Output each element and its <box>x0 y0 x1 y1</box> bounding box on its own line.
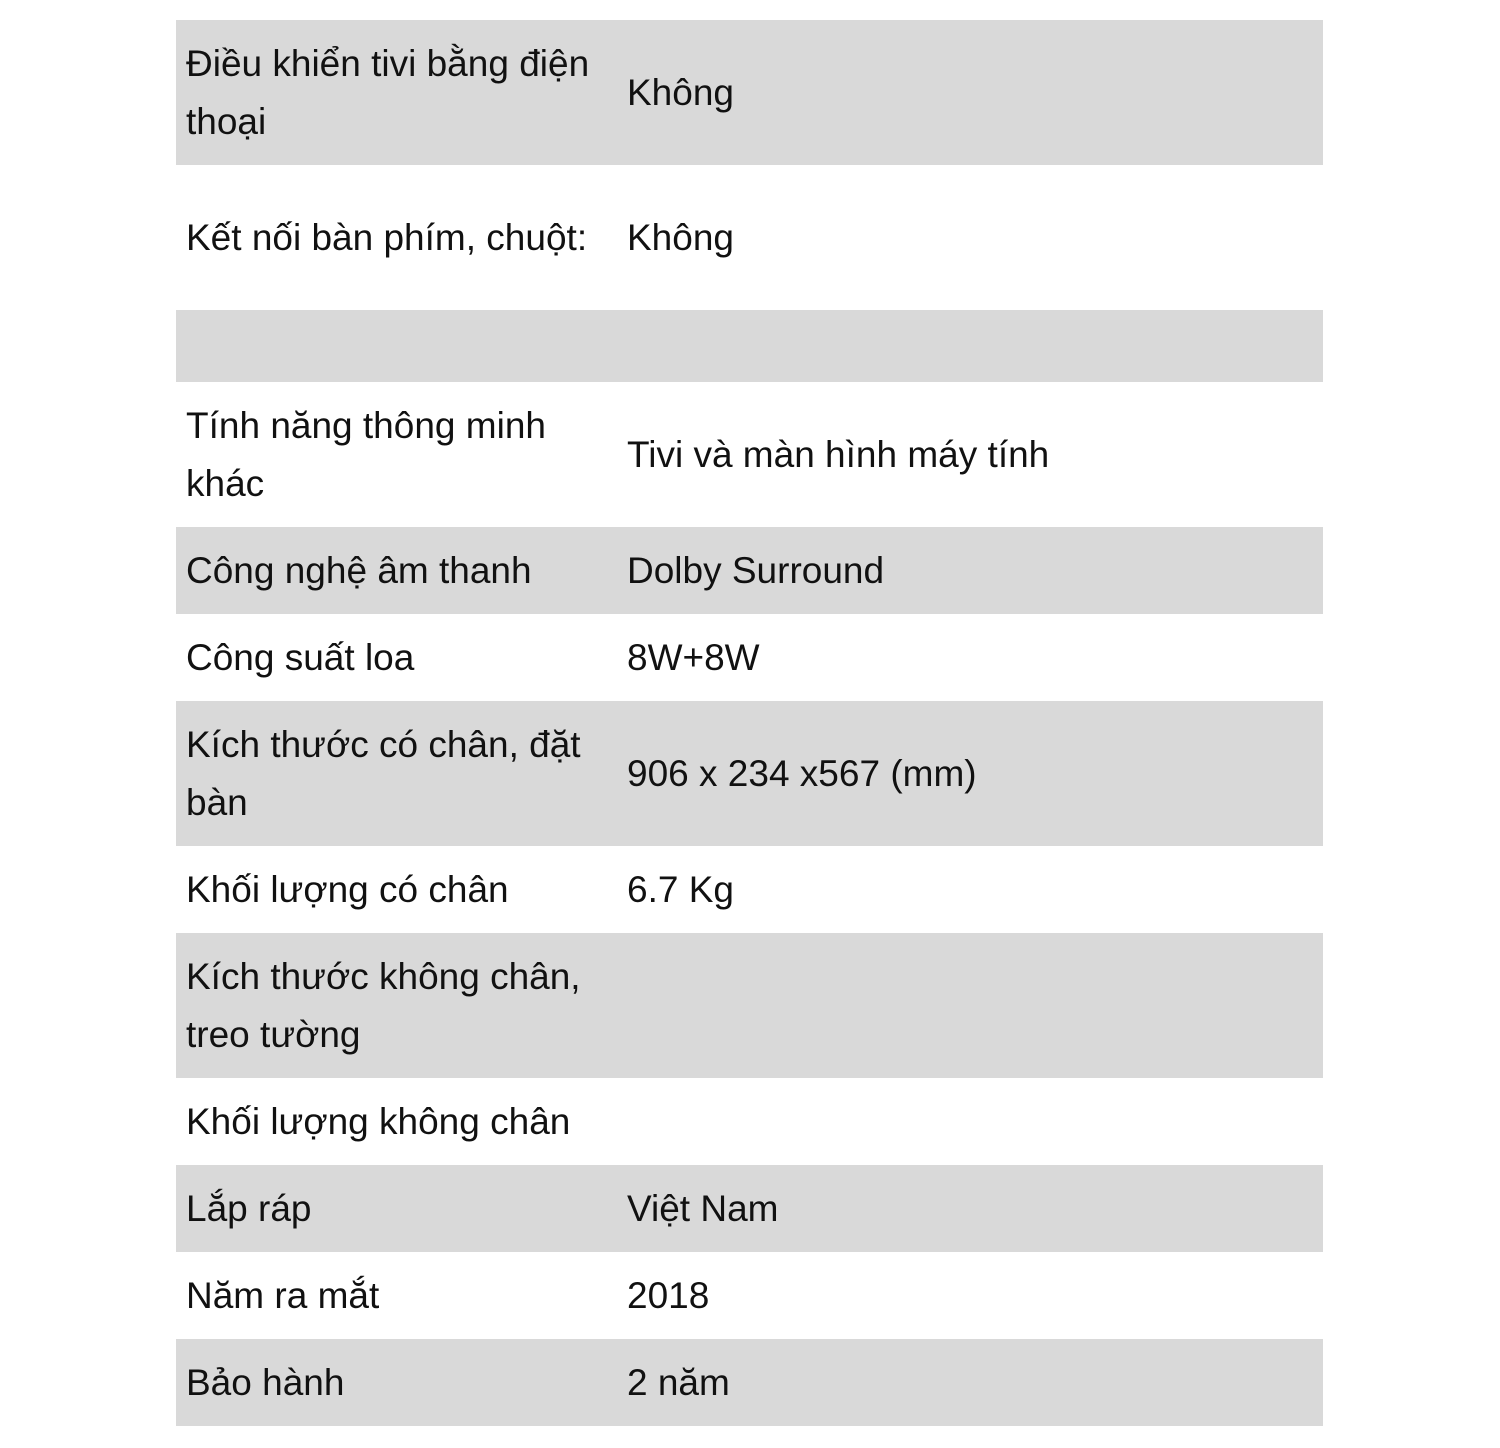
spec-row-keyboard-mouse <box>176 165 1323 310</box>
spec-label: Công suất loa <box>186 636 415 678</box>
spec-row-speaker-power <box>176 614 1323 701</box>
spec-label: Khối lượng có chân <box>186 868 509 910</box>
spec-value: Việt Nam <box>627 1187 779 1229</box>
spec-value: Dolby Surround <box>627 549 885 591</box>
spec-row-empty <box>176 310 1323 382</box>
spec-row-size-wall-mount <box>176 933 1323 1078</box>
spec-value: 8W+8W <box>627 636 760 678</box>
spec-value: 6.7 Kg <box>627 868 734 910</box>
spec-row-weight-with-stand <box>176 846 1323 933</box>
spec-value: Không <box>627 71 734 113</box>
spec-label: Kích thước không chân, treo tường <box>186 955 581 1055</box>
spec-value: 906 x 234 x567 (mm) <box>627 752 977 794</box>
spec-row-audio-technology <box>176 527 1323 614</box>
spec-label: Tính năng thông minh khác <box>186 404 546 504</box>
spec-label: Điều khiển tivi bằng điện thoại <box>186 42 590 142</box>
spec-row-phone-control <box>176 20 1323 165</box>
spec-label: Năm ra mắt <box>186 1274 380 1316</box>
spec-value: Không <box>627 216 734 258</box>
spec-label: Kết nối bàn phím, chuột: <box>186 216 588 258</box>
spec-value: 2018 <box>627 1274 710 1316</box>
spec-row-smart-features <box>176 382 1323 527</box>
spec-row-warranty <box>176 1339 1323 1426</box>
spec-row-assembly <box>176 1165 1323 1252</box>
spec-label: Khối lượng không chân <box>186 1100 571 1142</box>
spec-label: Công nghệ âm thanh <box>186 549 532 591</box>
spec-value: 2 năm <box>627 1361 730 1403</box>
spec-value: Tivi và màn hình máy tính <box>627 433 1050 475</box>
spec-label: Lắp ráp <box>186 1187 312 1229</box>
spec-row-weight-no-stand <box>176 1078 1323 1165</box>
spec-table <box>176 20 1323 1426</box>
spec-label: Bảo hành <box>186 1361 345 1403</box>
spec-row-size-with-stand <box>176 701 1323 846</box>
spec-row-release-year <box>176 1252 1323 1339</box>
spec-label: Kích thước có chân, đặt bàn <box>186 723 581 823</box>
